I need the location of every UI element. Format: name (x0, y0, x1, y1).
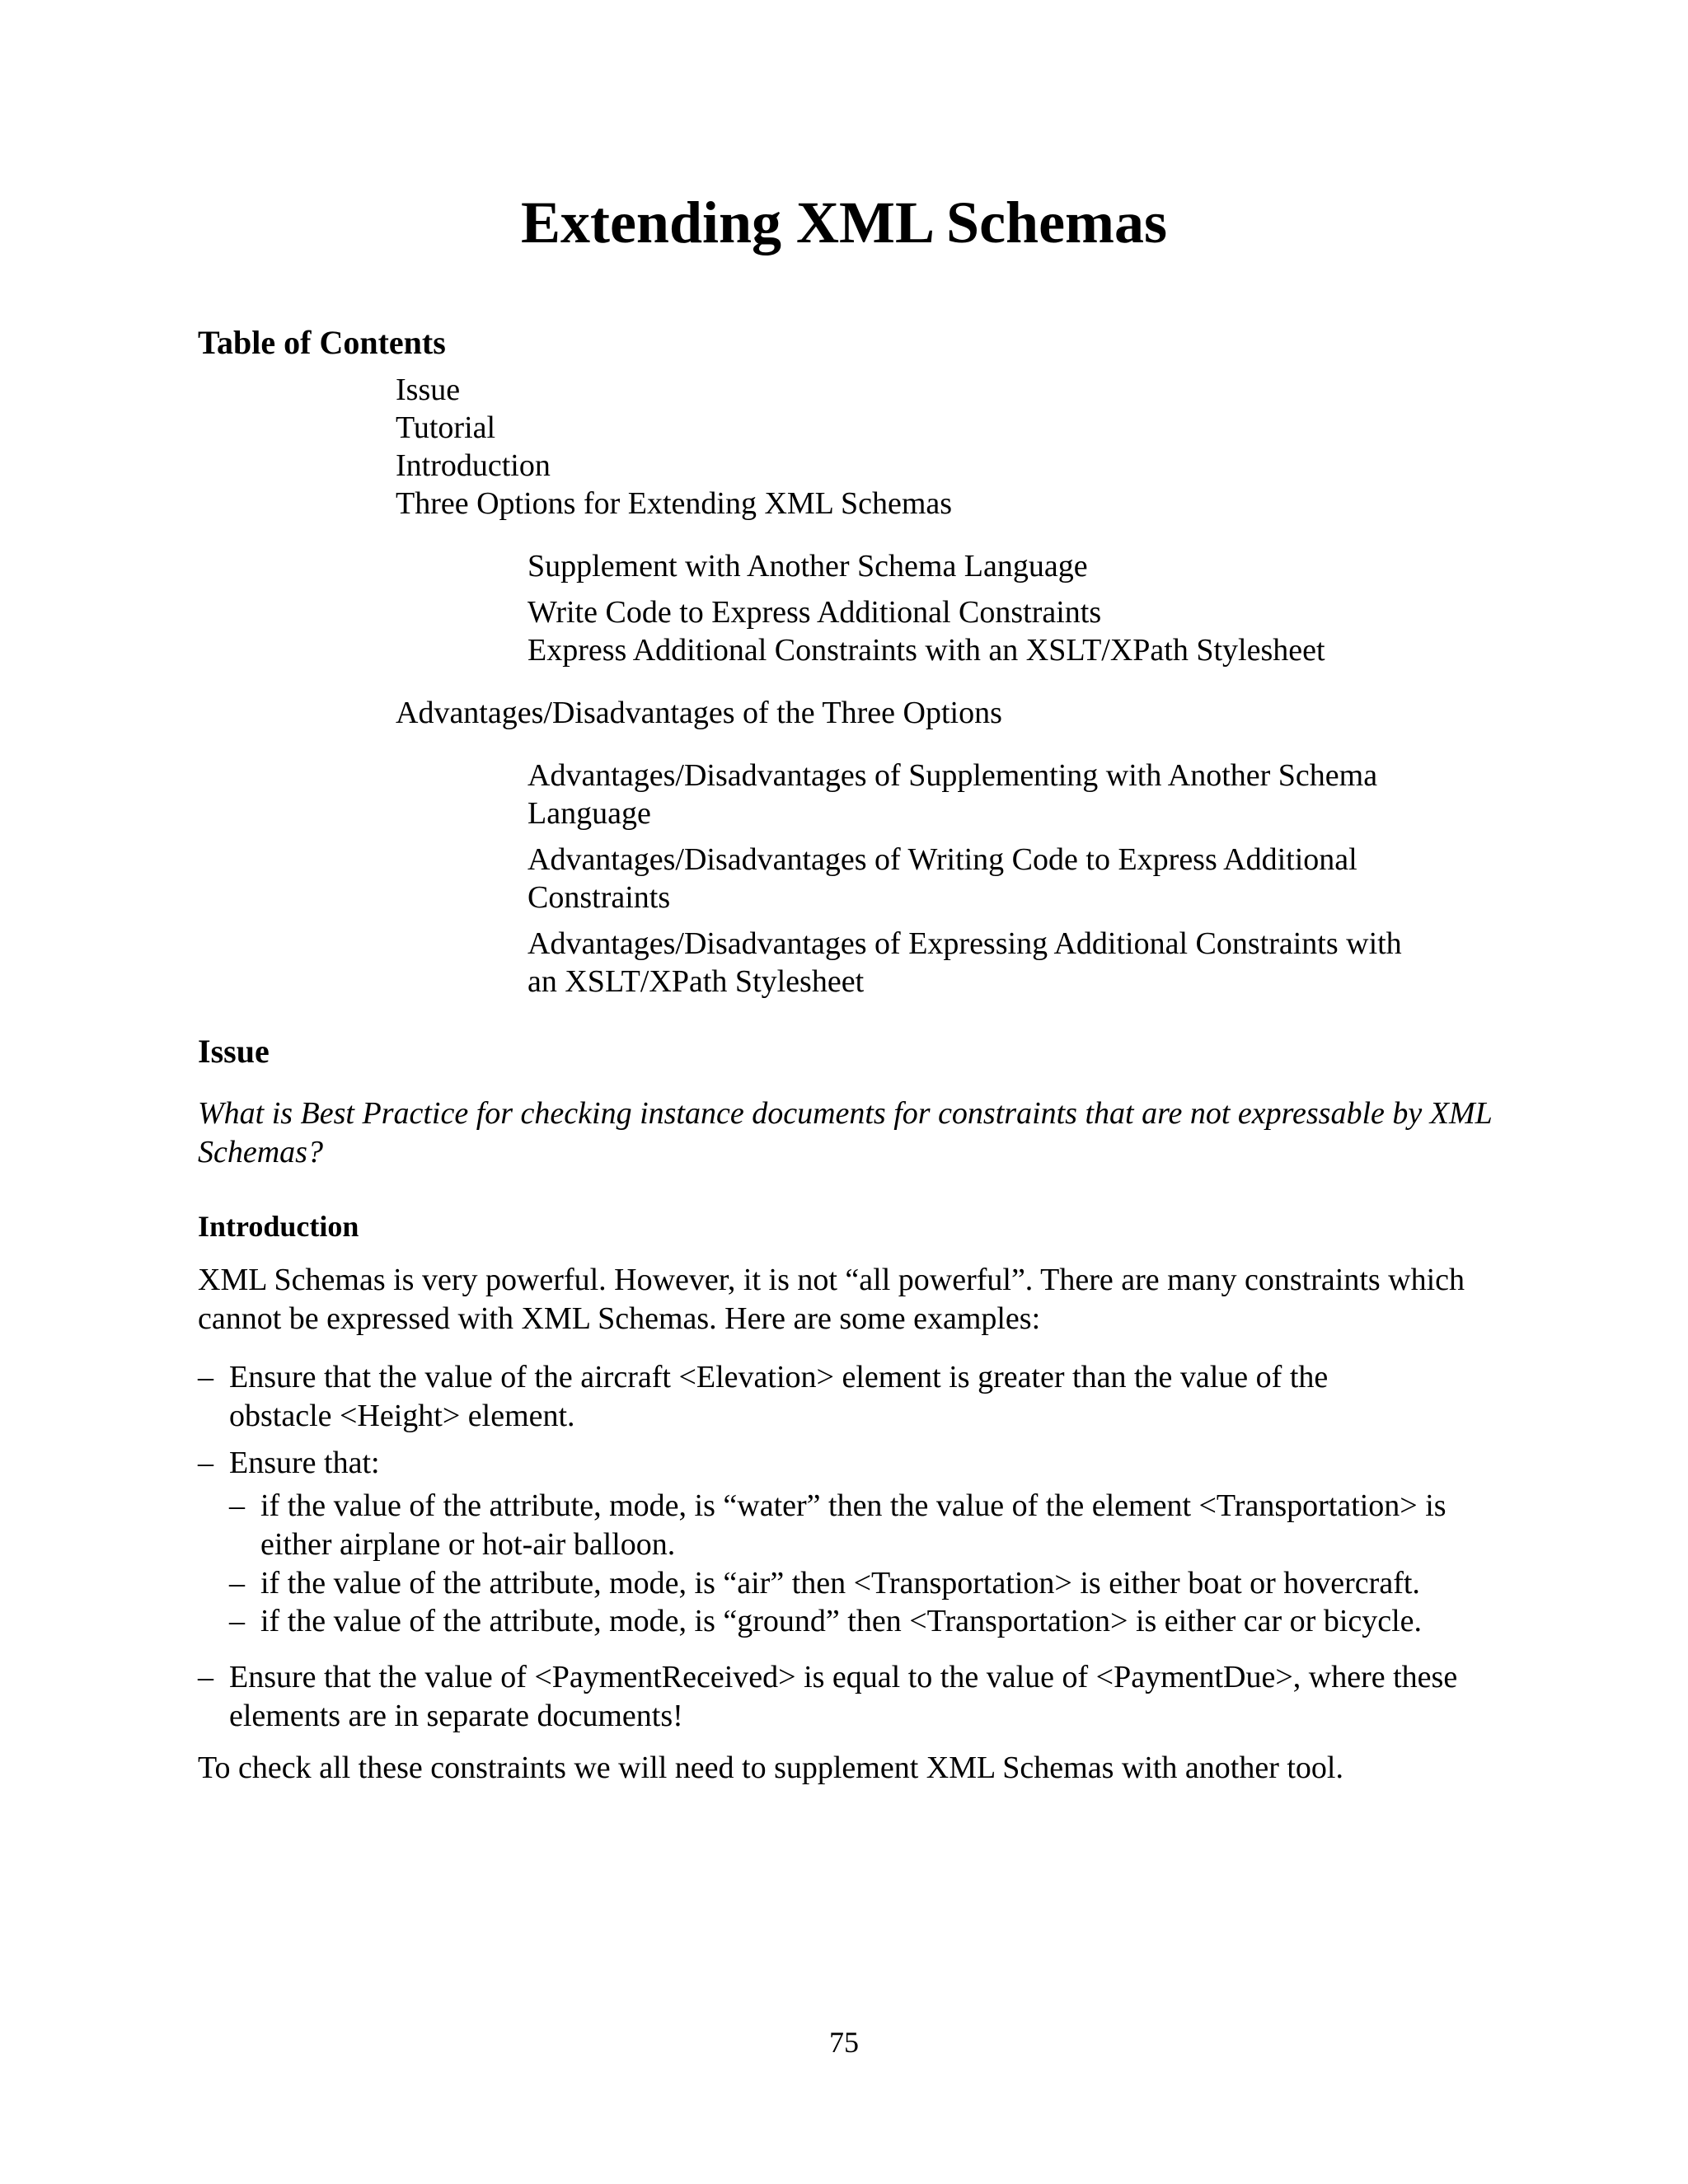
toc-subitem-adv-writing-code-line2[interactable]: Constraints (528, 880, 671, 915)
dash-bullet: – (229, 1604, 245, 1638)
bullet-text: Ensure that the value of the aircraft <Elevation> element is greater than the value of the obstacle <Height> element. (229, 1360, 1329, 1433)
toc-subitem-adv-xslt-line2[interactable]: an XSLT/XPath Stylesheet (528, 964, 865, 999)
list-item (198, 1358, 1434, 1436)
list-item-nested (229, 1564, 1548, 1603)
bullet-text: Ensure that: (229, 1446, 380, 1480)
bullet-text: if the value of the attribute, mode, is “ground” then <Transportation> is either car or bicycle. (260, 1604, 1423, 1638)
toc-subitem-adv-writing-code-line1[interactable]: Advantages/Disadvantages of Writing Code to Express Additional (528, 842, 1357, 877)
list-item-nested (229, 1602, 1548, 1641)
dash-bullet: – (229, 1488, 245, 1523)
dash-bullet: – (198, 1660, 213, 1694)
page-title: Extending XML Schemas (520, 190, 1168, 255)
issue-heading: Issue (198, 1033, 270, 1070)
list-item-nested (229, 1487, 1515, 1564)
introduction-heading: Introduction (198, 1210, 359, 1243)
closing-paragraph: To check all these constraints we will need to supplement XML Schemas with another tool. (198, 1750, 1343, 1785)
toc-item-three-options[interactable]: Three Options for Extending XML Schemas (396, 486, 953, 521)
list-item (198, 1444, 1434, 1483)
bullet-text: Ensure that the value of <PaymentReceived> is equal to the value of <PaymentDue>, where these elements are in separate documents! (229, 1660, 1458, 1733)
issue-question: What is Best Practice for checking instance documents for constraints that are not expressable by XML Schemas? (198, 1096, 1493, 1169)
toc-subitem-adv-supplementing-line1[interactable]: Advantages/Disadvantages of Supplementing with Another Schema (528, 758, 1378, 793)
toc-heading: Table of Contents (198, 324, 446, 361)
toc-item-advantages[interactable]: Advantages/Disadvantages of the Three Options (396, 696, 1002, 730)
toc-subitem-xslt[interactable]: Express Additional Constraints with an XSLT/XPath Stylesheet (528, 633, 1325, 668)
page-number: 75 (829, 2026, 859, 2059)
toc-item-issue[interactable]: Issue (396, 373, 461, 407)
dash-bullet: – (229, 1566, 245, 1601)
toc-item-tutorial[interactable]: Tutorial (396, 410, 496, 445)
bullet-text: if the value of the attribute, mode, is “water” then the value of the element <Transportation> is either airplane or hot-air balloon. (260, 1488, 1447, 1562)
toc-subitem-adv-supplementing-line2[interactable]: Language (528, 796, 651, 831)
toc-subitem-supplement[interactable]: Supplement with Another Schema Language (528, 549, 1088, 583)
dash-bullet: – (198, 1360, 213, 1394)
toc-subitem-adv-xslt-line1[interactable]: Advantages/Disadvantages of Expressing Additional Constraints with (528, 926, 1402, 961)
toc-subitem-write-code[interactable]: Write Code to Express Additional Constraints (528, 595, 1102, 630)
dash-bullet: – (198, 1446, 213, 1480)
introduction-paragraph: XML Schemas is very powerful. However, it is not “all powerful”. There are many constraints which cannot be expressed with XML Schemas. Here are some examples: (198, 1263, 1465, 1336)
list-item (198, 1658, 1484, 1736)
bullet-text: if the value of the attribute, mode, is “air” then <Transportation> is either boat or hovercraft. (260, 1566, 1420, 1601)
toc-item-introduction[interactable]: Introduction (396, 448, 551, 483)
